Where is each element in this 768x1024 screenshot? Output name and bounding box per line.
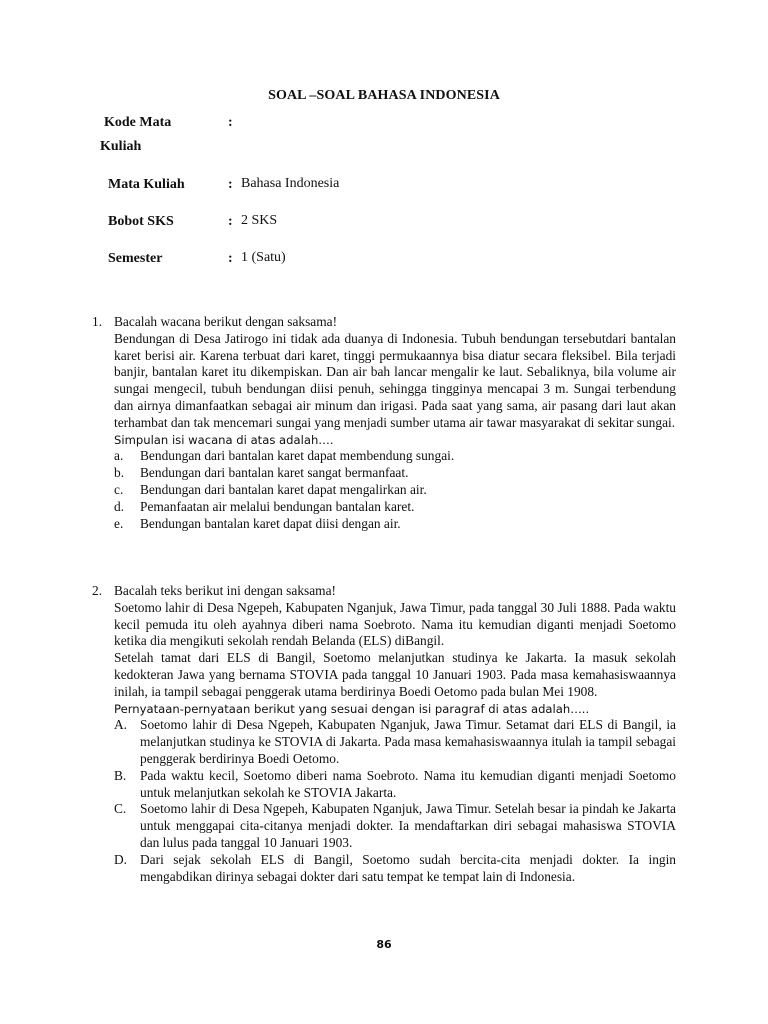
- semester-colon: :: [228, 251, 233, 266]
- option-letter: A.: [114, 717, 128, 733]
- option-text: Bendungan dari bantalan karet sangat bermanfaat.: [140, 465, 409, 481]
- kuliah-label: Kuliah: [100, 139, 142, 154]
- bobot-sks-row: [108, 214, 174, 230]
- kode-colon: :: [228, 115, 233, 130]
- question-1-option[interactable]: [114, 482, 676, 499]
- option-text: Soetomo lahir di Desa Ngepeh, Kabupaten Nganjuk, Jawa Timur. Setamat dari ELS di Bangil, ia melanjutkan studinya ke STOVIA di Jakarta. Pada masa kemahasiswaannya itulah ia tampil sebagai penggerak berdirinya Boedi Oetomo.: [140, 717, 676, 766]
- bobot-sks-label: Bobot SKS: [108, 214, 174, 229]
- option-letter: b.: [114, 465, 125, 481]
- mata-kuliah-colon: :: [228, 177, 233, 192]
- option-letter: a.: [114, 448, 124, 464]
- question-2-instruction: Bacalah teks berikut ini dengan saksama!: [114, 583, 336, 598]
- mata-kuliah-label: Mata Kuliah: [108, 177, 185, 192]
- question-2-option[interactable]: [114, 717, 676, 767]
- question-2: [92, 583, 676, 885]
- option-letter: d.: [114, 498, 125, 514]
- semester-row: [108, 251, 162, 267]
- question-2-number: 2.: [92, 583, 103, 598]
- option-text: Soetomo lahir di Desa Ngepeh, Kabupaten Nganjuk, Jawa Timur. Setelah besar ia pindah ke Jakarta untuk menggapai cita-citanya menjadi dokter. Ia mendaftarkan diri sebagai mahasiswa STOVIA dan lulus pada tanggal 10 Januari 1903.: [140, 801, 676, 850]
- question-2-option[interactable]: [114, 801, 676, 851]
- option-letter: C.: [114, 801, 127, 817]
- option-text: Bendungan dari bantalan karet dapat mengalirkan air.: [140, 481, 427, 497]
- question-1-option[interactable]: [114, 516, 676, 533]
- page-number: 86: [376, 938, 392, 951]
- question-1-option[interactable]: [114, 499, 676, 516]
- option-text: Bendungan bantalan karet dapat diisi dengan air.: [140, 515, 401, 531]
- semester-value: 1 (Satu): [241, 250, 286, 265]
- question-1-passage: Bendungan di Desa Jatirogo ini tidak ada duanya di Indonesia. Tubuh bendungan tersebutdari bantalan karet berisi air. Karena terbuat dari karet, tinggi permukaannya bisa diatur secara fleksibel. Bila terjadi banjir, bantalan karet itu dikempiskan. Dan air bah lancar mengalir ke laut. Sebaliknya, bila volume air sungai mengecil, tubuh bendungan diisi penuh, sehingga tingginya mencapai 3 m. Sungai terbendung dan airnya dimanfaatkan sebagai air minum dan irigasi. Pada saat yang sama, air pasang dari laut akan terhambat dan tak mencemari sungai yang menjadi sumber utama air tawar masyarakat di sekitar sungai.: [114, 330, 676, 430]
- option-letter: e.: [114, 515, 124, 531]
- option-text: Bendungan dari bantalan karet dapat membendung sungai.: [140, 448, 455, 464]
- option-text: Pada waktu kecil, Soetomo diberi nama Soebroto. Nama itu kemudian diganti menjadi Soetomo untuk melanjutkan sekolah ke STOVIA Jakarta.: [140, 767, 676, 800]
- question-1-number: 1.: [92, 314, 103, 329]
- mata-kuliah-row: [108, 177, 185, 193]
- question-1-option[interactable]: [114, 465, 676, 482]
- kode-mata-label: Kode Mata: [104, 115, 172, 130]
- option-text: Dari sejak sekolah ELS di Bangil, Soetomo sudah bercita-cita menjadi dokter. Ia ingin mengabdikan dirinya sebagai dokter dari satu tempat ke tempat lain di Indonesia.: [140, 851, 676, 884]
- bobot-sks-value: 2 SKS: [241, 213, 278, 228]
- bobot-sks-colon: :: [228, 214, 233, 229]
- question-1-option[interactable]: [114, 448, 676, 465]
- question-1-prompt: Simpulan isi wacana di atas adalah….: [114, 432, 334, 447]
- question-2-option[interactable]: [114, 852, 676, 886]
- question-2-paragraph-2: Setelah tamat dari ELS di Bangil, Soetomo melanjutkan studinya ke Jakarta. Ia masuk sekolah kedokteran Jawa yang bernama STOVIA pada tanggal 10 Januari 1903. Pada masa kemahasiswaannya inilah, ia tampil sebagai penggerak utama berdirinya Boedi Oetomo pada bulan Mei 1908.: [114, 650, 676, 699]
- option-letter: c.: [114, 481, 124, 497]
- mata-kuliah-value: Bahasa Indonesia: [241, 176, 340, 191]
- kode-mata-label-line1: [104, 115, 171, 131]
- kode-mata-label-line2: [100, 139, 141, 155]
- question-1: [92, 314, 676, 532]
- page-title: SOAL –SOAL BAHASA INDONESIA: [268, 88, 500, 103]
- question-2-option[interactable]: [114, 768, 676, 802]
- option-text: Pemanfaatan air melalui bendungan bantalan karet.: [140, 498, 415, 514]
- question-1-instruction: Bacalah wacana berikut dengan saksama!: [114, 314, 338, 329]
- option-letter: D.: [114, 851, 128, 867]
- semester-label: Semester: [108, 251, 163, 266]
- option-letter: B.: [114, 767, 127, 783]
- question-2-paragraph-1: Soetomo lahir di Desa Ngepeh, Kabupaten Nganjuk, Jawa Timur, pada tanggal 30 Juli 1888. Pada waktu kecil pemuda itu oleh ayahnya diberi nama Soebroto. Nama itu kemudian diganti menjadi Soetomo ketika dia mengikuti sekolah rendah Belanda (ELS) diBangil.: [114, 599, 676, 649]
- question-2-prompt: Pernyataan-pernyataan berikut yang sesuai dengan isi paragraf di atas adalah…..: [114, 701, 590, 716]
